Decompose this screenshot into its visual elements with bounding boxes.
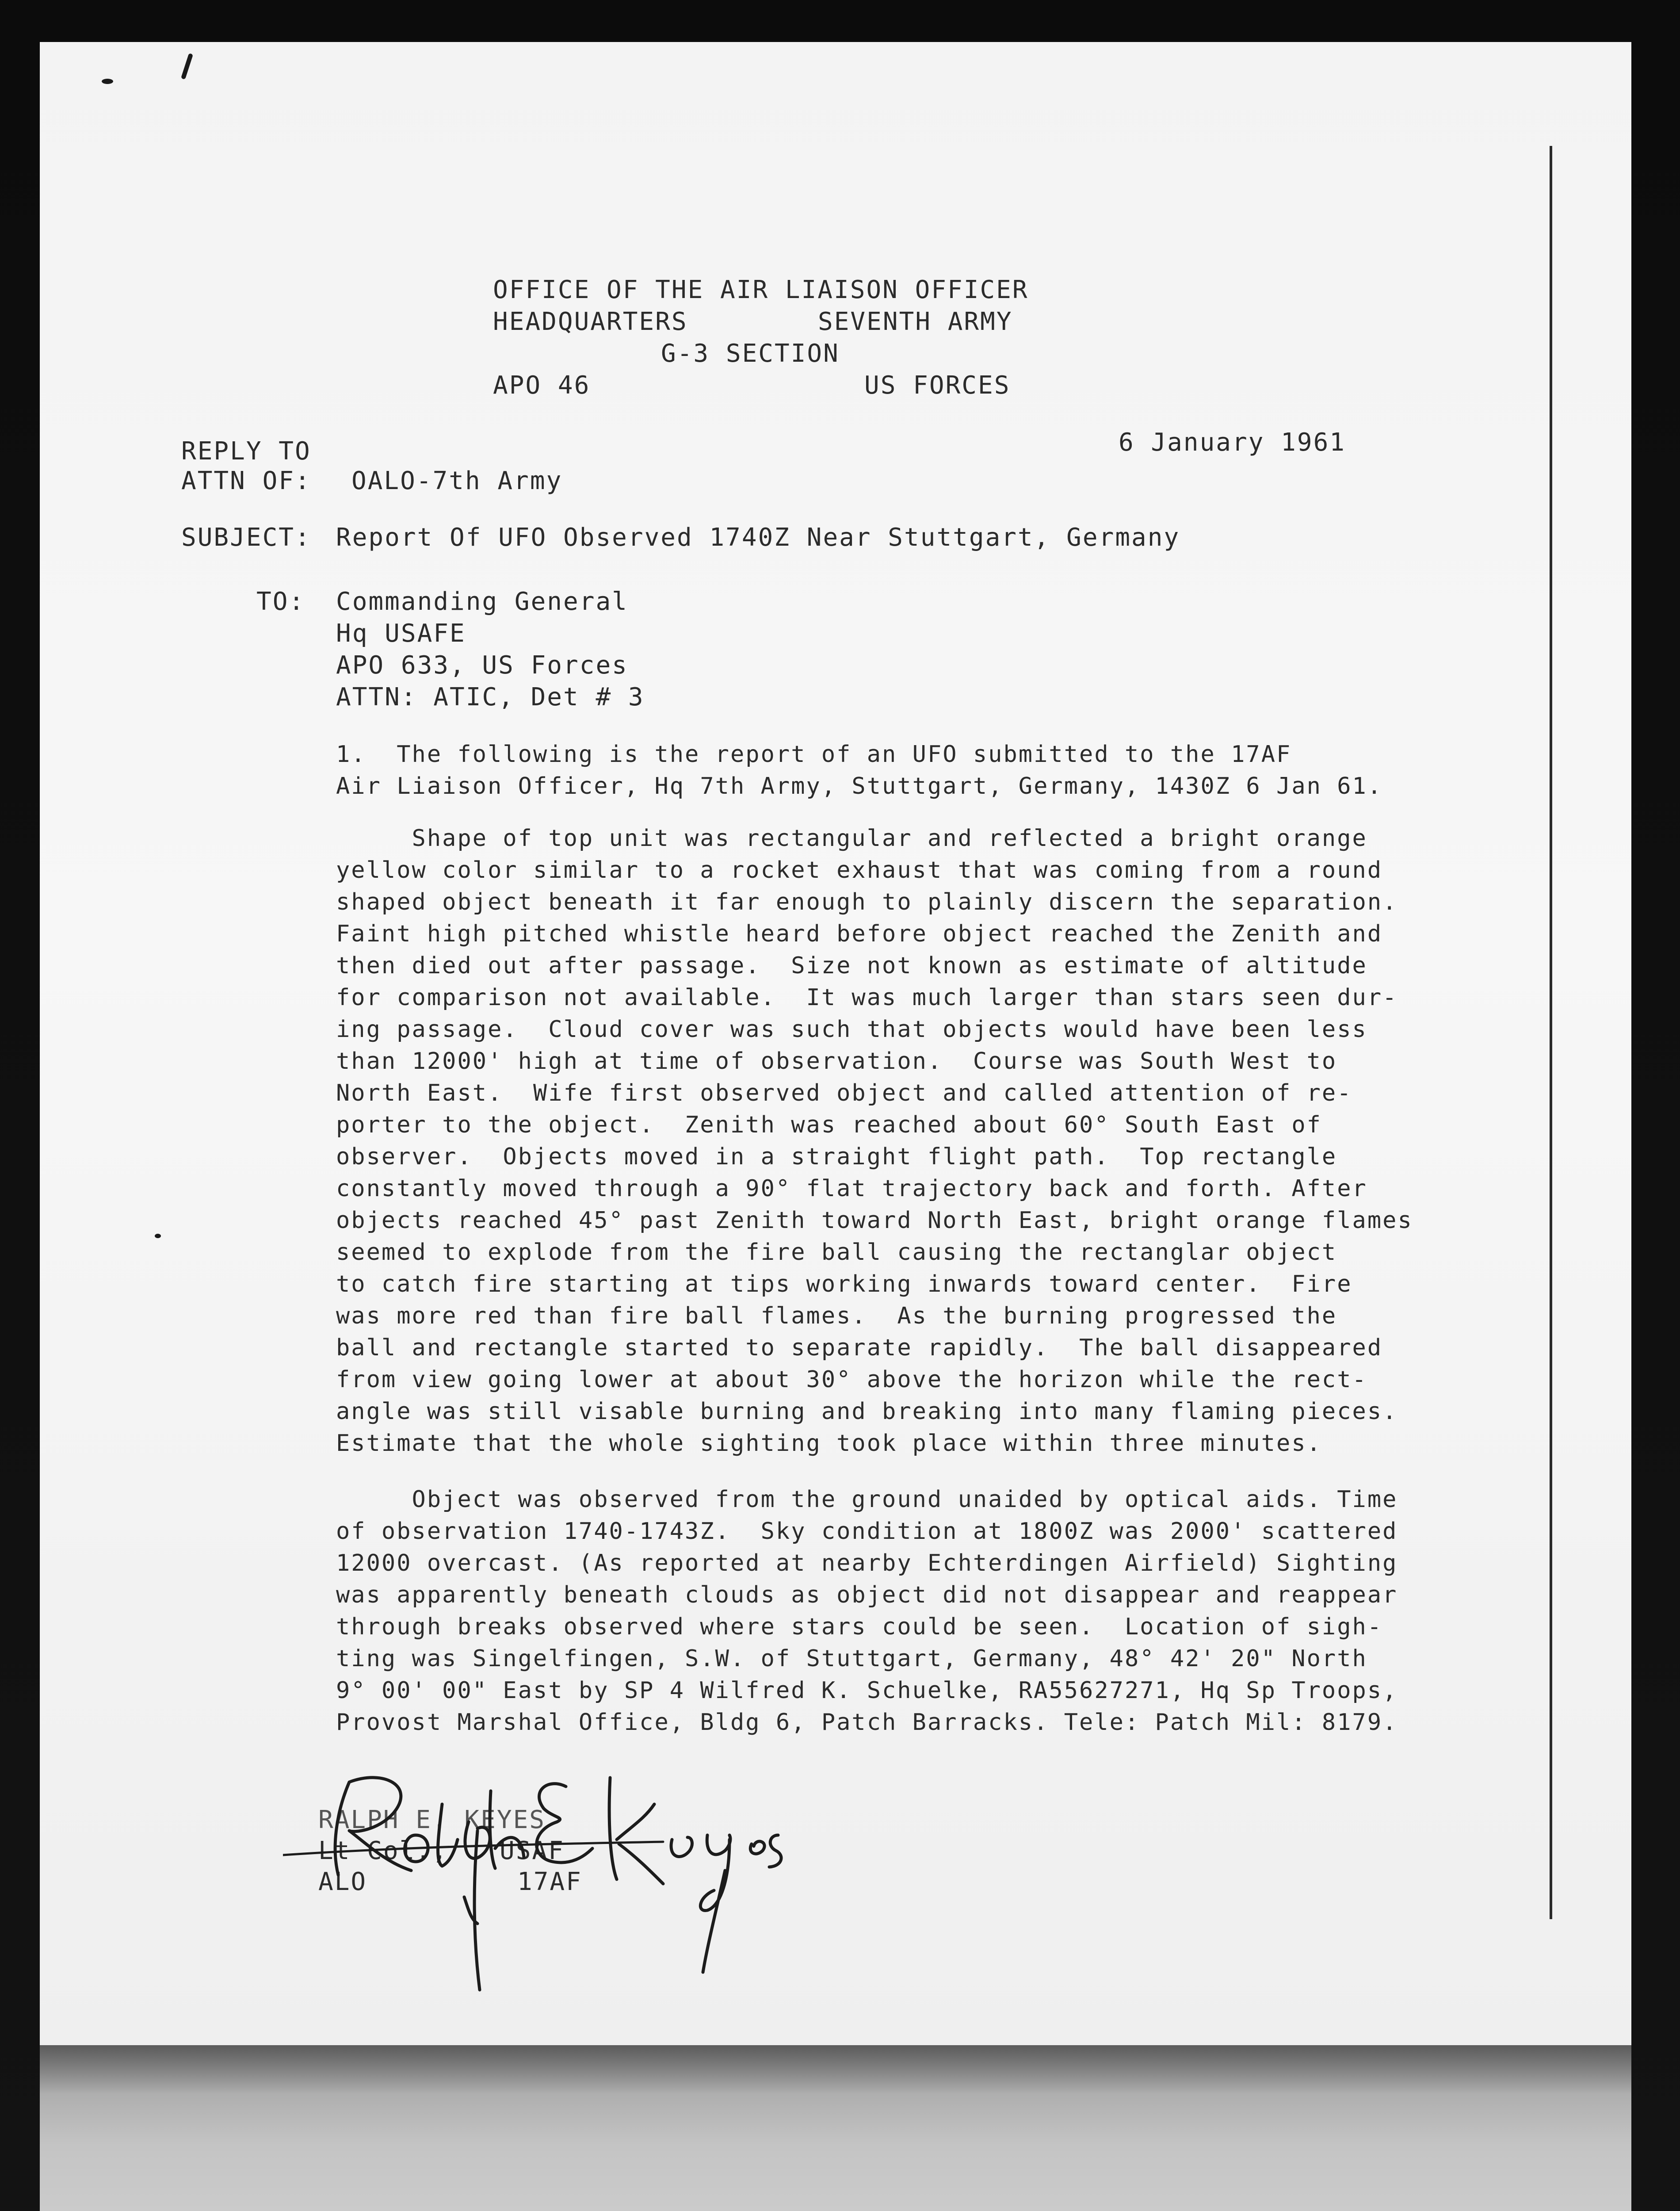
to-line: APO 633, US Forces [336,651,628,680]
page-edge-line [1550,146,1552,1919]
letterhead-forces: US FORCES [864,371,1011,400]
paragraph-line: ing passage. Cloud cover was such that objects would have been less [336,1016,1367,1043]
paragraph-line: Provost Marshal Office, Bldg 6, Patch Barracks. Tele: Patch Mil: 8179. [336,1709,1398,1736]
document-date: 6 January 1961 [1119,428,1346,457]
paragraph-line: Estimate that the whole sighting took place within three minutes. [336,1430,1322,1457]
letterhead-army: SEVENTH ARMY [818,307,1013,336]
subject-label: SUBJECT: [181,523,311,552]
paragraph-line: constantly moved through a 90° flat trajectory back and forth. After [336,1175,1367,1202]
subject-value: Report Of UFO Observed 1740Z Near Stuttgart, Germany [336,523,1180,552]
scan-mark [102,79,113,84]
to-line: ATTN: ATIC, Det # 3 [336,683,645,711]
paragraph-line: than 12000' high at time of observation. Course was South West to [336,1048,1337,1075]
paragraph-line: shaped object beneath it far enough to plainly discern the separation. [336,889,1398,915]
letterhead-section: G-3 SECTION [661,339,840,368]
report-paragraph-1 [336,822,1413,1459]
lower-scan-shadow [40,2045,1631,2094]
signer-unit: 17AF [517,1867,582,1896]
paragraph-line: to catch fire starting at tips working inwards toward center. Fire [336,1271,1352,1297]
paragraph-line: porter to the object. Zenith was reached about 60° South East of [336,1112,1322,1138]
scan-mark [155,1234,161,1238]
paragraph-line: Object was observed from the ground unaided by optical aids. Time [336,1486,1398,1513]
paragraph-line: then died out after passage. Size not known as estimate of altitude [336,952,1367,979]
paragraph-line: was apparently beneath clouds as object did not disappear and reappear [336,1582,1398,1608]
paragraph-line: angle was still visable burning and breaking into many flaming pieces. [336,1398,1398,1425]
signer-rank: Lt Col., [318,1836,448,1865]
paragraph-line: for comparison not available. It was much larger than stars seen dur- [336,984,1398,1011]
reply-to-label: REPLY TO [181,437,311,466]
paragraph-line: from view going lower at about 30° above the horizon while the rect- [336,1366,1367,1393]
signer-service: USAF [500,1836,565,1865]
letterhead-headquarters: HEADQUARTERS [493,307,688,336]
paragraph-line: seemed to explode from the fire ball causing the rectanglar object [336,1239,1337,1266]
paragraph-line: ting was Singelfingen, S.W. of Stuttgart, Germany, 48° 42' 20" North [336,1645,1367,1672]
paragraph-line: North East. Wife first observed object and called attention of re- [336,1080,1352,1106]
paragraph-line: observer. Objects moved in a straight flight path. Top rectangle [336,1144,1337,1170]
to-label: TO: [256,587,305,616]
paragraph-line: yellow color similar to a rocket exhaust that was coming from a round [336,857,1383,884]
paragraph-line: of observation 1740-1743Z. Sky condition at 1800Z was 2000' scattered [336,1518,1398,1545]
signer-role: ALO [318,1867,367,1896]
attn-of-label: ATTN OF: [181,467,311,495]
to-line: Hq USAFE [336,619,466,648]
signer-name: RALPH E. KEYES [318,1806,546,1834]
intro-line: Air Liaison Officer, Hq 7th Army, Stuttgart, Germany, 1430Z 6 Jan 61. [336,773,1383,799]
attn-of-value: OALO-7th Army [351,467,563,495]
paragraph-line: Shape of top unit was rectangular and reflected a bright orange [336,825,1367,852]
paragraph-line: Faint high pitched whistle heard before object reached the Zenith and [336,921,1383,947]
paragraph-line: objects reached 45° past Zenith toward North East, bright orange flames [336,1207,1413,1234]
intro-line: 1. The following is the report of an UFO submitted to the 17AF [336,741,1292,768]
handwritten-signature [283,1751,813,1999]
paragraph-line: through breaks observed where stars could be seen. Location of sigh- [336,1614,1383,1640]
paragraph-line: 9° 00' 00" East by SP 4 Wilfred K. Schuelke, RA55627271, Hq Sp Troops, [336,1677,1398,1704]
paragraph-line: 12000 overcast. (As reported at nearby Echterdingen Airfield) Sighting [336,1550,1398,1576]
report-paragraph-2 [336,1484,1397,1738]
to-line: Commanding General [336,587,628,616]
letterhead-apo: APO 46 [493,371,591,400]
paragraph-line: was more red than fire ball flames. As the burning progressed the [336,1303,1337,1329]
letterhead-office: OFFICE OF THE AIR LIAISON OFFICER [493,275,1029,304]
paragraph-line: ball and rectangle started to separate rapidly. The ball disappeared [336,1335,1383,1361]
